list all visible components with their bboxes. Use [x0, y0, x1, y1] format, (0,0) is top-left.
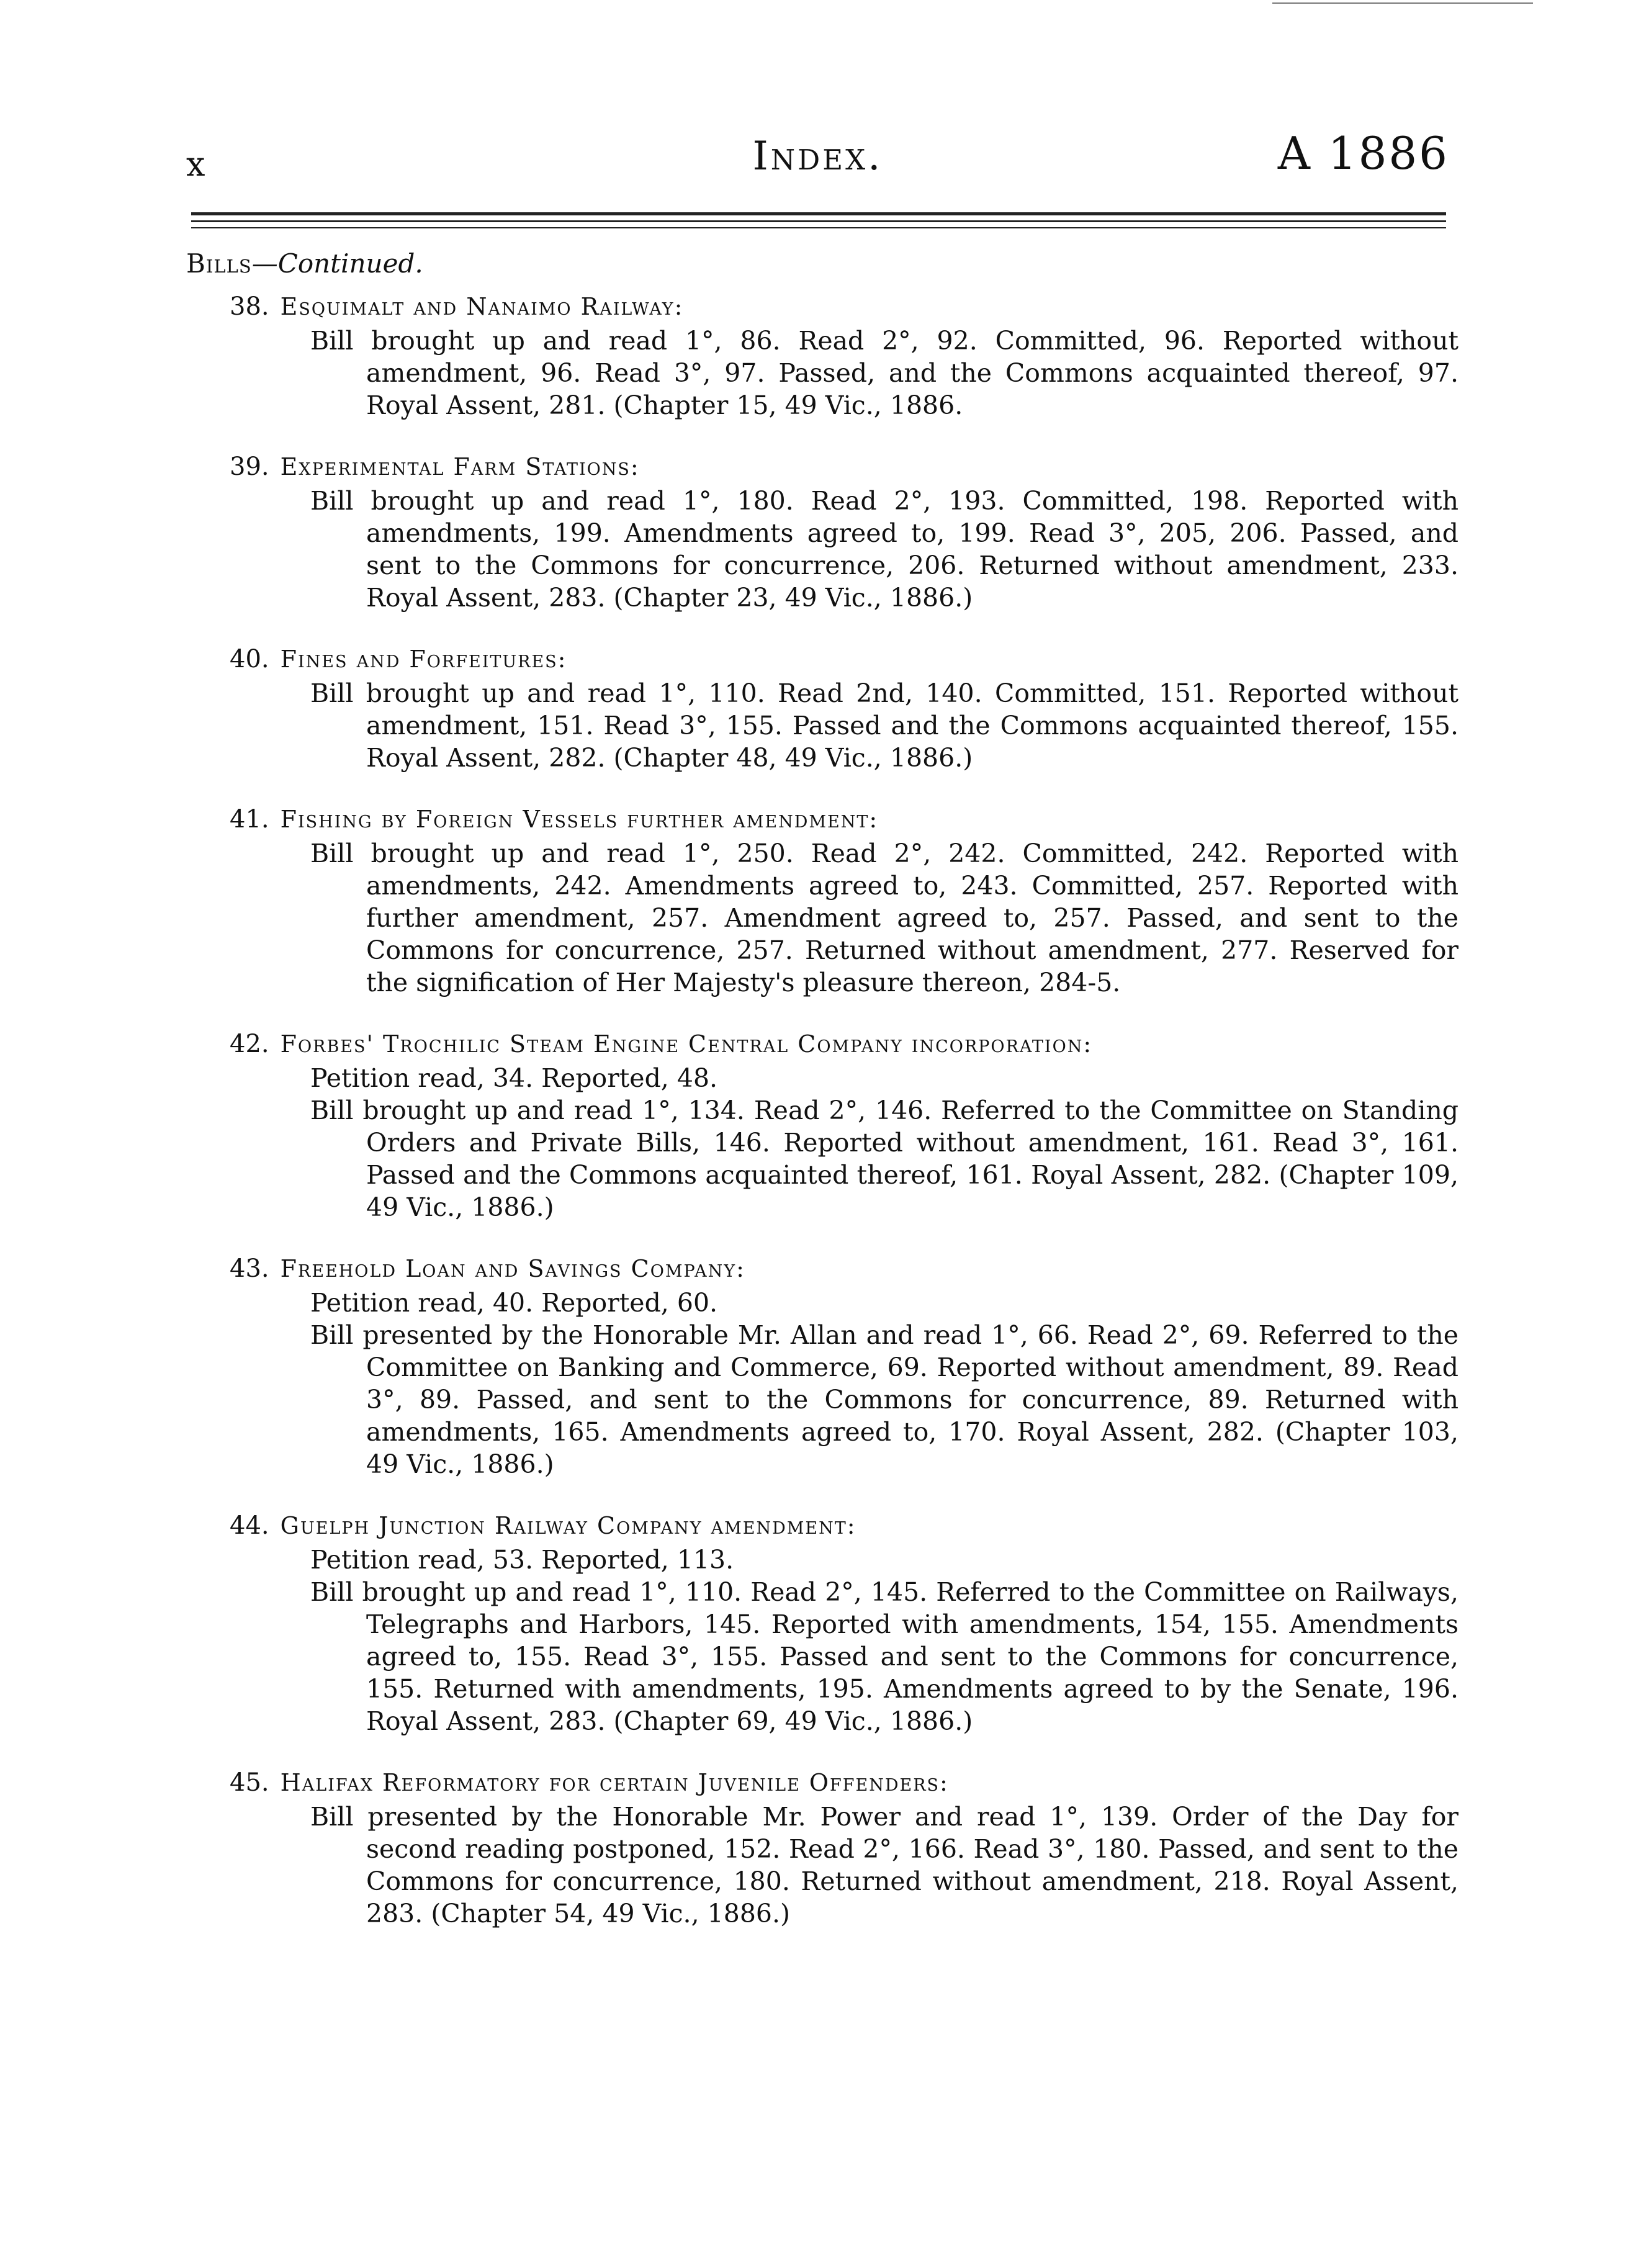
page-number: x [186, 145, 207, 184]
top-edge-line [1272, 2, 1533, 4]
index-entries [186, 289, 1458, 1957]
entry-paragraph: Petition read, 40. Reported, 60. [310, 1288, 718, 1318]
entry-title: Fines and Forfeitures: [280, 646, 567, 673]
header-rule-thick [191, 212, 1446, 215]
entry-paragraph: Bill presented by the Honorable Mr. Allan and read 1°, 66. Read 2°, 69. Referred to the Committee on Banking and Commerce, 69. Reported without amendment, 89. Read 3°, 89. Passed, and sent to the Commons for concurrence, 89. Returned with amendments, 165. Amendments agreed to, 170. Royal Assent, 282. (Chapter 103, 49 Vic., 1886.) [310, 1320, 1458, 1479]
entry-number: 44. [230, 1511, 269, 1540]
entry-title: Forbes' Trochilic Steam Engine Central Company incorporation: [280, 1030, 1093, 1058]
entry-body [186, 837, 1458, 999]
index-entry [186, 1251, 1458, 1480]
entry-title: Experimental Farm Stations: [280, 453, 640, 480]
entry-body [186, 485, 1458, 614]
entry-title: Halifax Reformatory for certain Juvenile Offenders: [280, 1769, 949, 1796]
entry-number: 41. [230, 805, 269, 834]
entry-body [186, 1062, 1458, 1223]
entry-paragraph: Petition read, 53. Reported, 113. [310, 1545, 734, 1575]
page-header [186, 127, 1449, 196]
index-entry [186, 1765, 1458, 1930]
entry-title: Guelph Junction Railway Company amendment: [280, 1512, 856, 1539]
entry-number: 42. [230, 1030, 269, 1058]
index-entry [186, 449, 1458, 614]
header-rule-medium [191, 220, 1446, 222]
entry-body [186, 677, 1458, 774]
entry-paragraph: Bill brought up and read 1°, 110. Read 2°, 145. Referred to the Committee on Railways, Telegraphs and Harbors, 145. Reported with amendments, 154, 155. Amendments agreed to, 155. Read 3°, 155. Passed and sent to the Commons for concurrence, 155. Returned with amendments, 195. Amendments agreed to by the Senate, 196. Royal Assent, 283. (Chapter 69, 49 Vic., 1886.) [310, 1577, 1458, 1736]
entry-heading [186, 641, 1458, 677]
session-year: A 1886 [1277, 127, 1449, 179]
entry-body [186, 1801, 1458, 1930]
entry-number: 40. [230, 645, 269, 673]
entry-title: Esquimalt and Nanaimo Railway: [280, 293, 684, 320]
entry-body [186, 1544, 1458, 1737]
entry-paragraph: Bill brought up and read 1°, 134. Read 2°, 146. Referred to the Committee on Standing Orders and Private Bills, 146. Reported without amendment, 161. Read 3°, 161. Passed and the Commons acquainted thereof, 161. Royal Assent, 282. (Chapter 109, 49 Vic., 1886.) [310, 1096, 1458, 1222]
entry-number: 43. [230, 1254, 269, 1283]
entry-heading [186, 1251, 1458, 1287]
entry-paragraph: Bill brought up and read 1°, 110. Read 2nd, 140. Committed, 151. Reported without amendment, 151. Read 3°, 155. Passed and the Commons acquainted thereof, 155. Royal Assent, 282. (Chapter 48, 49 Vic., 1886.) [310, 678, 1458, 773]
index-entry [186, 641, 1458, 774]
entry-number: 38. [230, 292, 269, 321]
entry-paragraph: Petition read, 34. Reported, 48. [310, 1063, 718, 1093]
section-heading-label: Bills [186, 248, 252, 279]
entry-heading [186, 1765, 1458, 1801]
entry-title: Freehold Loan and Savings Company: [280, 1255, 745, 1282]
running-title: Index. [752, 133, 883, 179]
entry-paragraph: Bill brought up and read 1°, 86. Read 2°, 92. Committed, 96. Reported without amendment, 96. Read 3°, 97. Passed, and the Commons acquainted thereof, 97. Royal Assent, 281. (Chapter 15, 49 Vic., 1886. [310, 326, 1458, 420]
entry-heading [186, 801, 1458, 837]
index-entry [186, 1508, 1458, 1737]
entry-heading [186, 1508, 1458, 1544]
entry-body [186, 1287, 1458, 1480]
index-entry [186, 289, 1458, 421]
entry-heading [186, 449, 1458, 485]
entry-heading [186, 1026, 1458, 1062]
entry-paragraph: Bill presented by the Honorable Mr. Power and read 1°, 139. Order of the Day for second reading postponed, 152. Read 2°, 166. Read 3°, 180. Passed, and sent to the Commons for concurrence, 180. Returned without amendment, 218. Royal Assent, 283. (Chapter 54, 49 Vic., 1886.) [310, 1802, 1458, 1928]
entry-body [186, 325, 1458, 421]
index-entry [186, 1026, 1458, 1223]
entry-number: 45. [230, 1768, 269, 1797]
section-continued-label: —Continued. [251, 248, 423, 279]
header-rule-thin [191, 227, 1446, 228]
section-heading [186, 248, 423, 279]
entry-paragraph: Bill brought up and read 1°, 180. Read 2°, 193. Committed, 198. Reported with amendments, 199. Amendments agreed to, 199. Read 3°, 205, 206. Passed, and sent to the Commons for concurrence, 206. Returned without amendment, 233. Royal Assent, 283. (Chapter 23, 49 Vic., 1886.) [310, 486, 1458, 613]
index-entry [186, 801, 1458, 999]
entry-paragraph: Bill brought up and read 1°, 250. Read 2°, 242. Committed, 242. Reported with amendments, 242. Amendments agreed to, 243. Committed, 257. Reported with further amendment, 257. Amendment agreed to, 257. Passed, and sent to the Commons for concurrence, 257. Returned without amendment, 277. Reserved for the signification of Her Majesty's pleasure thereon, 284-5. [310, 839, 1458, 997]
entry-number: 39. [230, 452, 269, 481]
entry-heading [186, 289, 1458, 325]
entry-title: Fishing by Foreign Vessels further amendment: [280, 806, 879, 833]
